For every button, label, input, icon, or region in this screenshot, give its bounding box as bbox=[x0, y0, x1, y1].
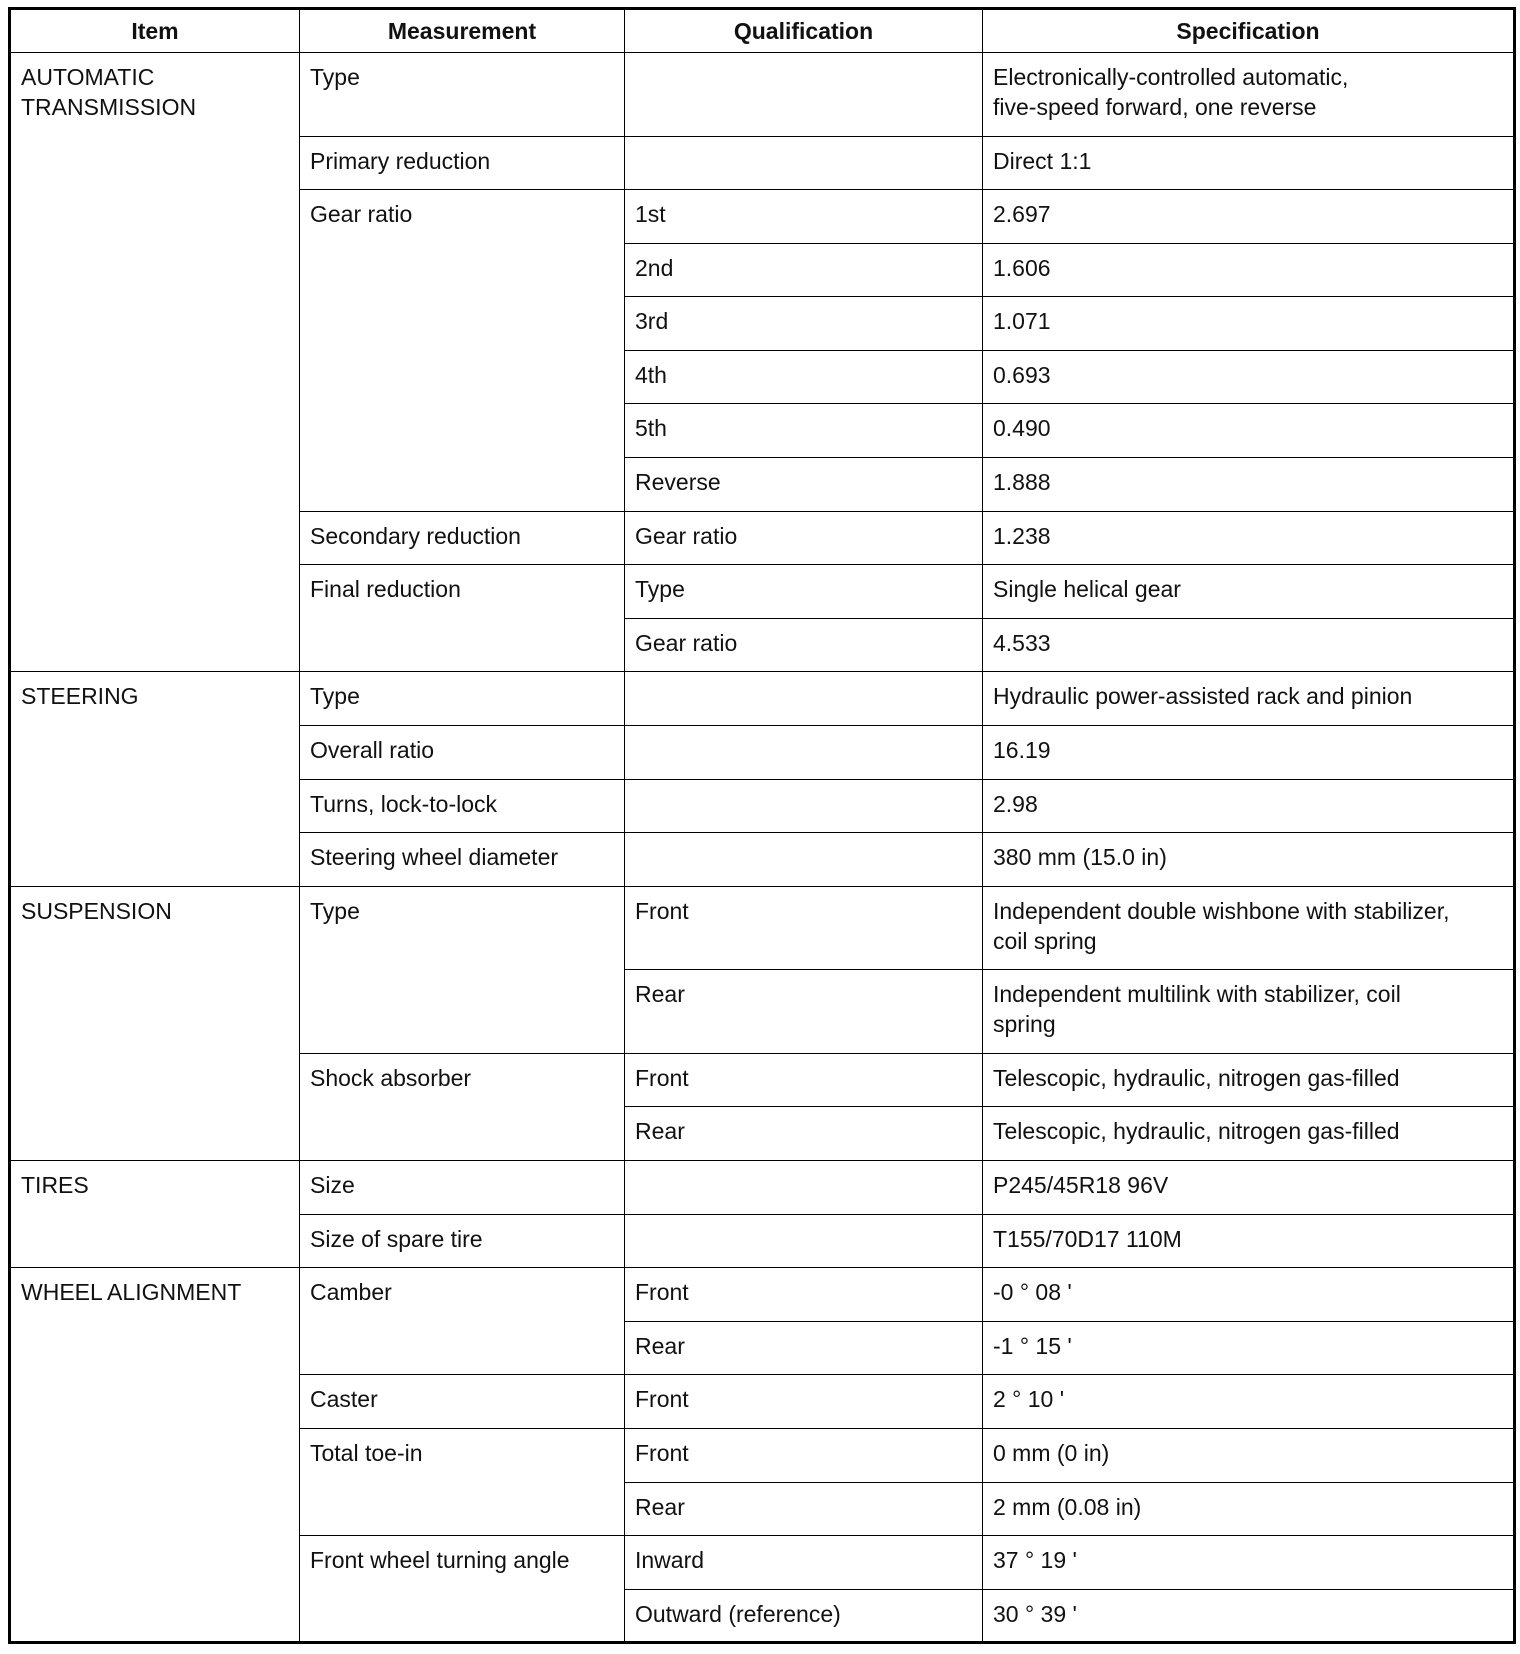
specification-cell: Hydraulic power-assisted rack and pinion bbox=[983, 672, 1515, 726]
qualification-cell bbox=[625, 1214, 983, 1268]
qualification-cell: Front bbox=[625, 1053, 983, 1107]
qualification-cell bbox=[625, 726, 983, 780]
item-suspension: SUSPENSION bbox=[10, 886, 300, 1160]
specification-cell: P245/45R18 96V bbox=[983, 1161, 1515, 1215]
qualification-cell: Reverse bbox=[625, 458, 983, 512]
qualification-cell: Front bbox=[625, 1428, 983, 1482]
specification-cell: Telescopic, hydraulic, nitrogen gas-filled bbox=[983, 1107, 1515, 1161]
specification-cell: 30 ° 39 ' bbox=[983, 1589, 1515, 1643]
measurement-cell: Type bbox=[300, 53, 625, 137]
specification-cell: 1.888 bbox=[983, 458, 1515, 512]
table-row bbox=[10, 1161, 1515, 1215]
item-automatic-transmission: AUTOMATIC TRANSMISSION bbox=[10, 53, 300, 672]
qualification-cell: Gear ratio bbox=[625, 618, 983, 672]
measurement-cell: Steering wheel diameter bbox=[300, 833, 625, 887]
qualification-cell: Rear bbox=[625, 1321, 983, 1375]
qualification-cell: 3rd bbox=[625, 297, 983, 351]
measurement-cell: Total toe-in bbox=[300, 1428, 625, 1535]
qualification-cell bbox=[625, 1161, 983, 1215]
specification-cell: 16.19 bbox=[983, 726, 1515, 780]
qualification-cell: 4th bbox=[625, 350, 983, 404]
specification-cell: 2 mm (0.08 in) bbox=[983, 1482, 1515, 1536]
measurement-cell: Final reduction bbox=[300, 565, 625, 672]
header-row bbox=[10, 9, 1515, 53]
table-row bbox=[10, 53, 1515, 137]
qualification-cell bbox=[625, 833, 983, 887]
specification-table bbox=[8, 7, 1516, 1644]
measurement-cell: Gear ratio bbox=[300, 190, 625, 512]
specification-cell: 2.697 bbox=[983, 190, 1515, 244]
measurement-cell: Size bbox=[300, 1161, 625, 1215]
measurement-cell: Overall ratio bbox=[300, 726, 625, 780]
specification-cell: Telescopic, hydraulic, nitrogen gas-filled bbox=[983, 1053, 1515, 1107]
qualification-cell: 1st bbox=[625, 190, 983, 244]
qualification-cell: Type bbox=[625, 565, 983, 619]
qualification-cell bbox=[625, 779, 983, 833]
measurement-cell: Size of spare tire bbox=[300, 1214, 625, 1268]
specification-cell: -0 ° 08 ' bbox=[983, 1268, 1515, 1322]
qualification-cell: Rear bbox=[625, 970, 983, 1054]
table-row bbox=[10, 672, 1515, 726]
header-item: Item bbox=[10, 9, 300, 53]
table-row bbox=[10, 1268, 1515, 1322]
header-specification: Specification bbox=[983, 9, 1515, 53]
specification-cell: 1.071 bbox=[983, 297, 1515, 351]
measurement-cell: Type bbox=[300, 672, 625, 726]
measurement-cell: Front wheel turning angle bbox=[300, 1536, 625, 1643]
qualification-cell: Rear bbox=[625, 1482, 983, 1536]
qualification-cell: Front bbox=[625, 886, 983, 970]
specification-cell: Independent multilink with stabilizer, coil spring bbox=[983, 970, 1515, 1054]
measurement-cell: Turns, lock-to-lock bbox=[300, 779, 625, 833]
specification-cell: 0 mm (0 in) bbox=[983, 1428, 1515, 1482]
specification-cell: 2.98 bbox=[983, 779, 1515, 833]
specification-cell: 1.238 bbox=[983, 511, 1515, 565]
measurement-cell: Camber bbox=[300, 1268, 625, 1375]
qualification-cell: Front bbox=[625, 1268, 983, 1322]
specification-cell: Independent double wishbone with stabilizer, coil spring bbox=[983, 886, 1515, 970]
measurement-cell: Secondary reduction bbox=[300, 511, 625, 565]
measurement-cell: Caster bbox=[300, 1375, 625, 1429]
table-row bbox=[10, 886, 1515, 970]
qualification-cell: Rear bbox=[625, 1107, 983, 1161]
qualification-cell: Inward bbox=[625, 1536, 983, 1590]
item-wheel-alignment: WHEEL ALIGNMENT bbox=[10, 1268, 300, 1643]
qualification-cell: Outward (reference) bbox=[625, 1589, 983, 1643]
specification-cell: Single helical gear bbox=[983, 565, 1515, 619]
specification-cell: Electronically-controlled automatic, five-speed forward, one reverse bbox=[983, 53, 1515, 137]
measurement-cell: Primary reduction bbox=[300, 136, 625, 190]
qualification-cell bbox=[625, 136, 983, 190]
specification-cell: 1.606 bbox=[983, 243, 1515, 297]
header-measurement: Measurement bbox=[300, 9, 625, 53]
specification-cell: T155/70D17 110M bbox=[983, 1214, 1515, 1268]
measurement-cell: Shock absorber bbox=[300, 1053, 625, 1160]
qualification-cell: 2nd bbox=[625, 243, 983, 297]
specification-cell: 2 ° 10 ' bbox=[983, 1375, 1515, 1429]
specification-cell: 4.533 bbox=[983, 618, 1515, 672]
specification-cell: Direct 1:1 bbox=[983, 136, 1515, 190]
qualification-cell: Gear ratio bbox=[625, 511, 983, 565]
qualification-cell: Front bbox=[625, 1375, 983, 1429]
specification-cell: 37 ° 19 ' bbox=[983, 1536, 1515, 1590]
measurement-cell: Type bbox=[300, 886, 625, 1053]
item-tires: TIRES bbox=[10, 1161, 300, 1268]
specification-cell: 0.693 bbox=[983, 350, 1515, 404]
qualification-cell bbox=[625, 53, 983, 137]
specification-cell: -1 ° 15 ' bbox=[983, 1321, 1515, 1375]
header-qualification: Qualification bbox=[625, 9, 983, 53]
specification-cell: 0.490 bbox=[983, 404, 1515, 458]
item-steering: STEERING bbox=[10, 672, 300, 886]
qualification-cell bbox=[625, 672, 983, 726]
qualification-cell: 5th bbox=[625, 404, 983, 458]
specification-cell: 380 mm (15.0 in) bbox=[983, 833, 1515, 887]
